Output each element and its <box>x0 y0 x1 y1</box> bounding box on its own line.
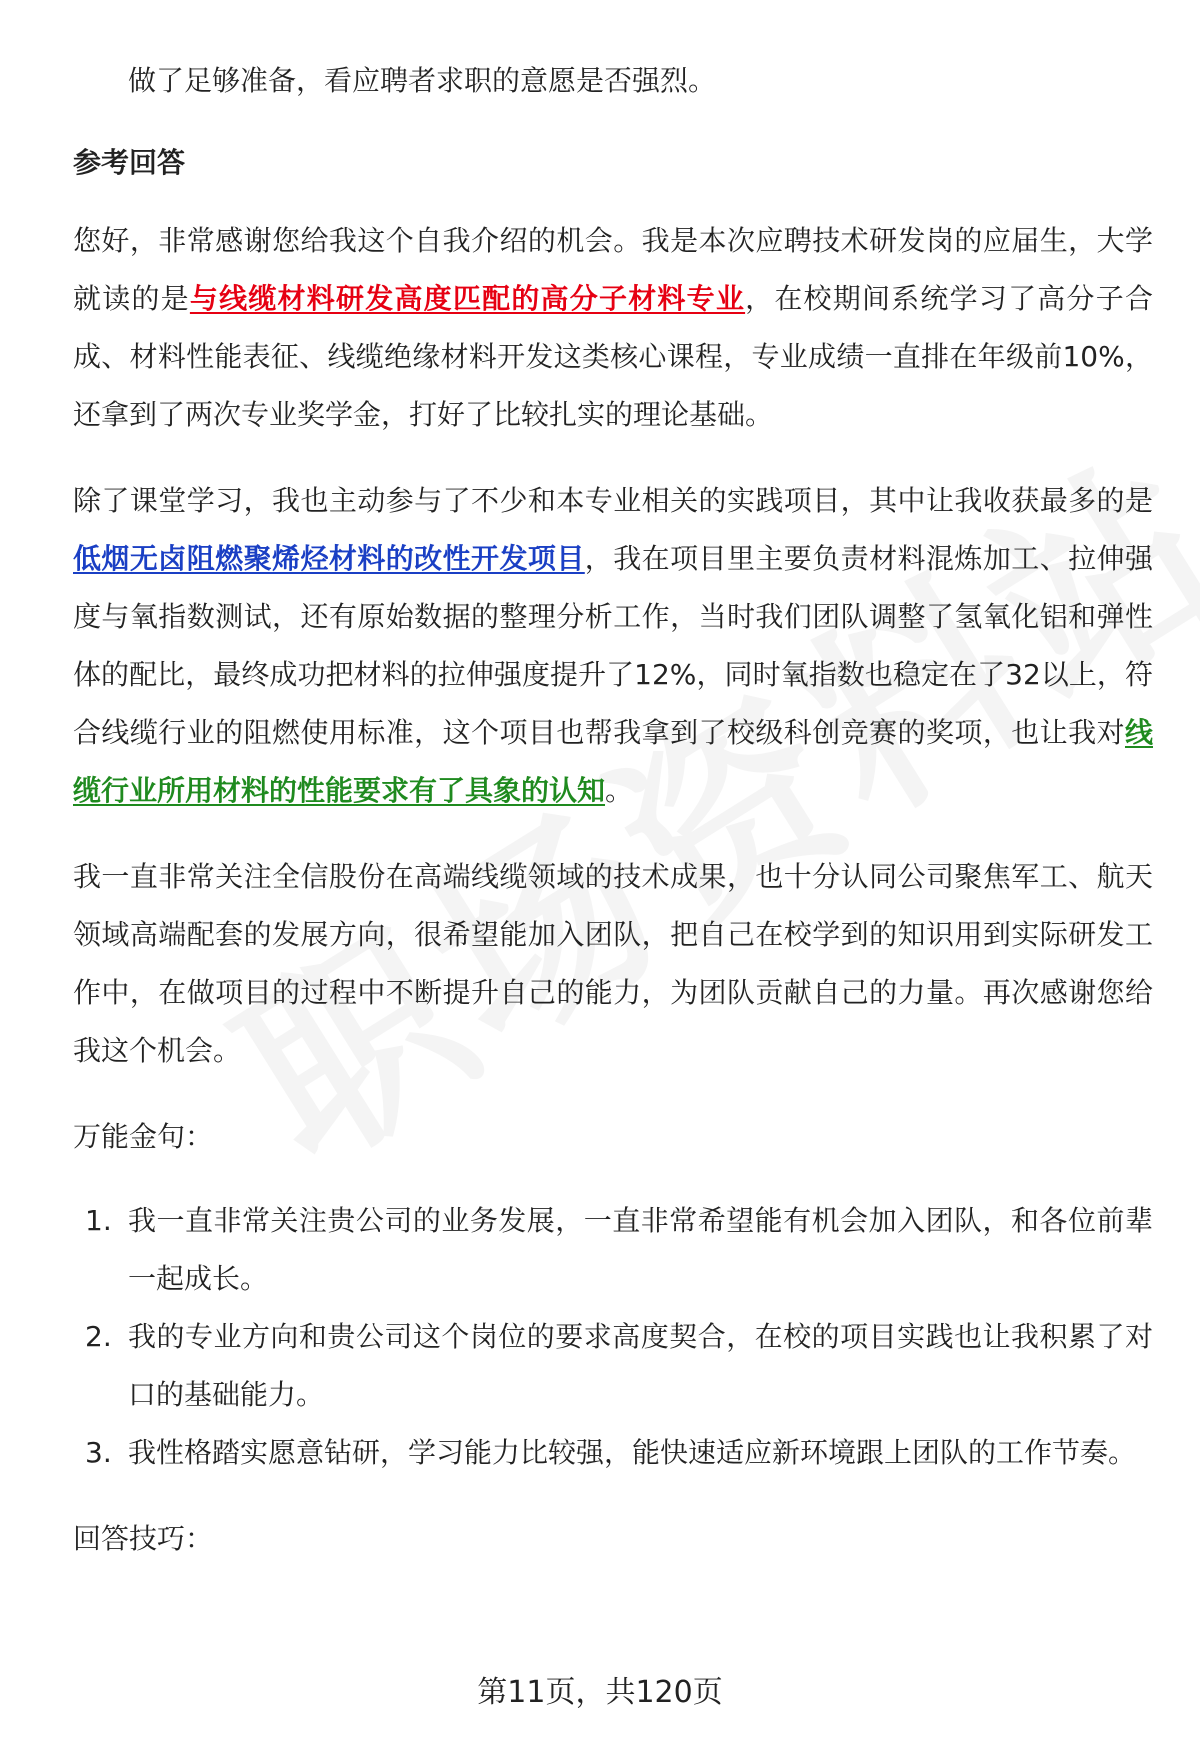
highlight-industry-knowledge: 线缆行业所用材料的性能要求有了具象的认知 <box>73 716 1153 807</box>
list-item-number: 1. <box>85 1204 112 1237</box>
list-item-text: 我一直非常关注贵公司的业务发展，一直非常希望能有机会加入团队，和各位前辈一起成长。 <box>128 1204 1153 1295</box>
document-body <box>73 52 1153 1594</box>
paragraph-1-text-before: 您好，非常感谢您给我这个自我介绍的机会。我是本次应聘技术研发岗的应届生，大学就读的是 <box>73 224 1153 315</box>
list-item-number: 2. <box>85 1320 112 1353</box>
continuation-line: 做了足够准备，看应聘者求职的意愿是否强烈。 <box>128 64 717 97</box>
tips-label: 回答技巧： <box>73 1522 214 1555</box>
section-heading: 参考回答 <box>73 146 186 179</box>
list-item <box>73 1308 1153 1424</box>
answer-paragraph-1 <box>73 212 1153 444</box>
list-item-text: 我性格踏实愿意钻研，学习能力比较强，能快速适应新环境跟上团队的工作节奏。 <box>128 1436 1137 1469</box>
universal-phrases-label: 万能金句： <box>73 1120 214 1153</box>
page-number-footer: 第11页，共120页 <box>477 1675 723 1710</box>
paragraph-2-text-middle: ，我在项目里主要负责材料混炼加工、拉伸强度与氧指数测试，还有原始数据的整理分析工作，当时我们团队调整了氢氧化铝和弹性体的配比，最终成功把材料的拉伸强度提升了12%，同时氧指数也稳定在了32以上，符合线缆行业的阻燃使用标准，这个项目也帮我拿到了校级科创竞赛的奖项，也让我对 <box>73 542 1153 749</box>
universal-phrases-list <box>73 1192 1153 1482</box>
list-item <box>73 1192 1153 1308</box>
paragraph-1-text-after: ，在校期间系统学习了高分子合成、材料性能表征、线缆绝缘材料开发这类核心课程，专业成绩一直排在年级前10%，还拿到了两次专业奖学金，打好了比较扎实的理论基础。 <box>73 282 1153 431</box>
list-item-text: 我的专业方向和贵公司这个岗位的要求高度契合，在校的项目实践也让我积累了对口的基础能力。 <box>128 1320 1153 1411</box>
paragraph-2-text-before: 除了课堂学习，我也主动参与了不少和本专业相关的实践项目，其中让我收获最多的是 <box>73 484 1153 517</box>
paragraph-2-text-after: 。 <box>605 774 634 807</box>
list-item-number: 3. <box>85 1436 112 1469</box>
answer-paragraph-3: 我一直非常关注全信股份在高端线缆领域的技术成果，也十分认同公司聚焦军工、航天领域高端配套的发展方向，很希望能加入团队，把自己在校学到的知识用到实际研发工作中，在做项目的过程中不断提升自己的能力，为团队贡献自己的力量。再次感谢您给我这个机会。 <box>73 860 1153 1067</box>
highlight-project: 低烟无卤阻燃聚烯烃材料的改性开发项目 <box>73 542 585 575</box>
answer-paragraph-2 <box>73 472 1153 820</box>
list-item <box>73 1424 1153 1482</box>
highlight-major: 与线缆材料研发高度匹配的高分子材料专业 <box>189 282 746 315</box>
